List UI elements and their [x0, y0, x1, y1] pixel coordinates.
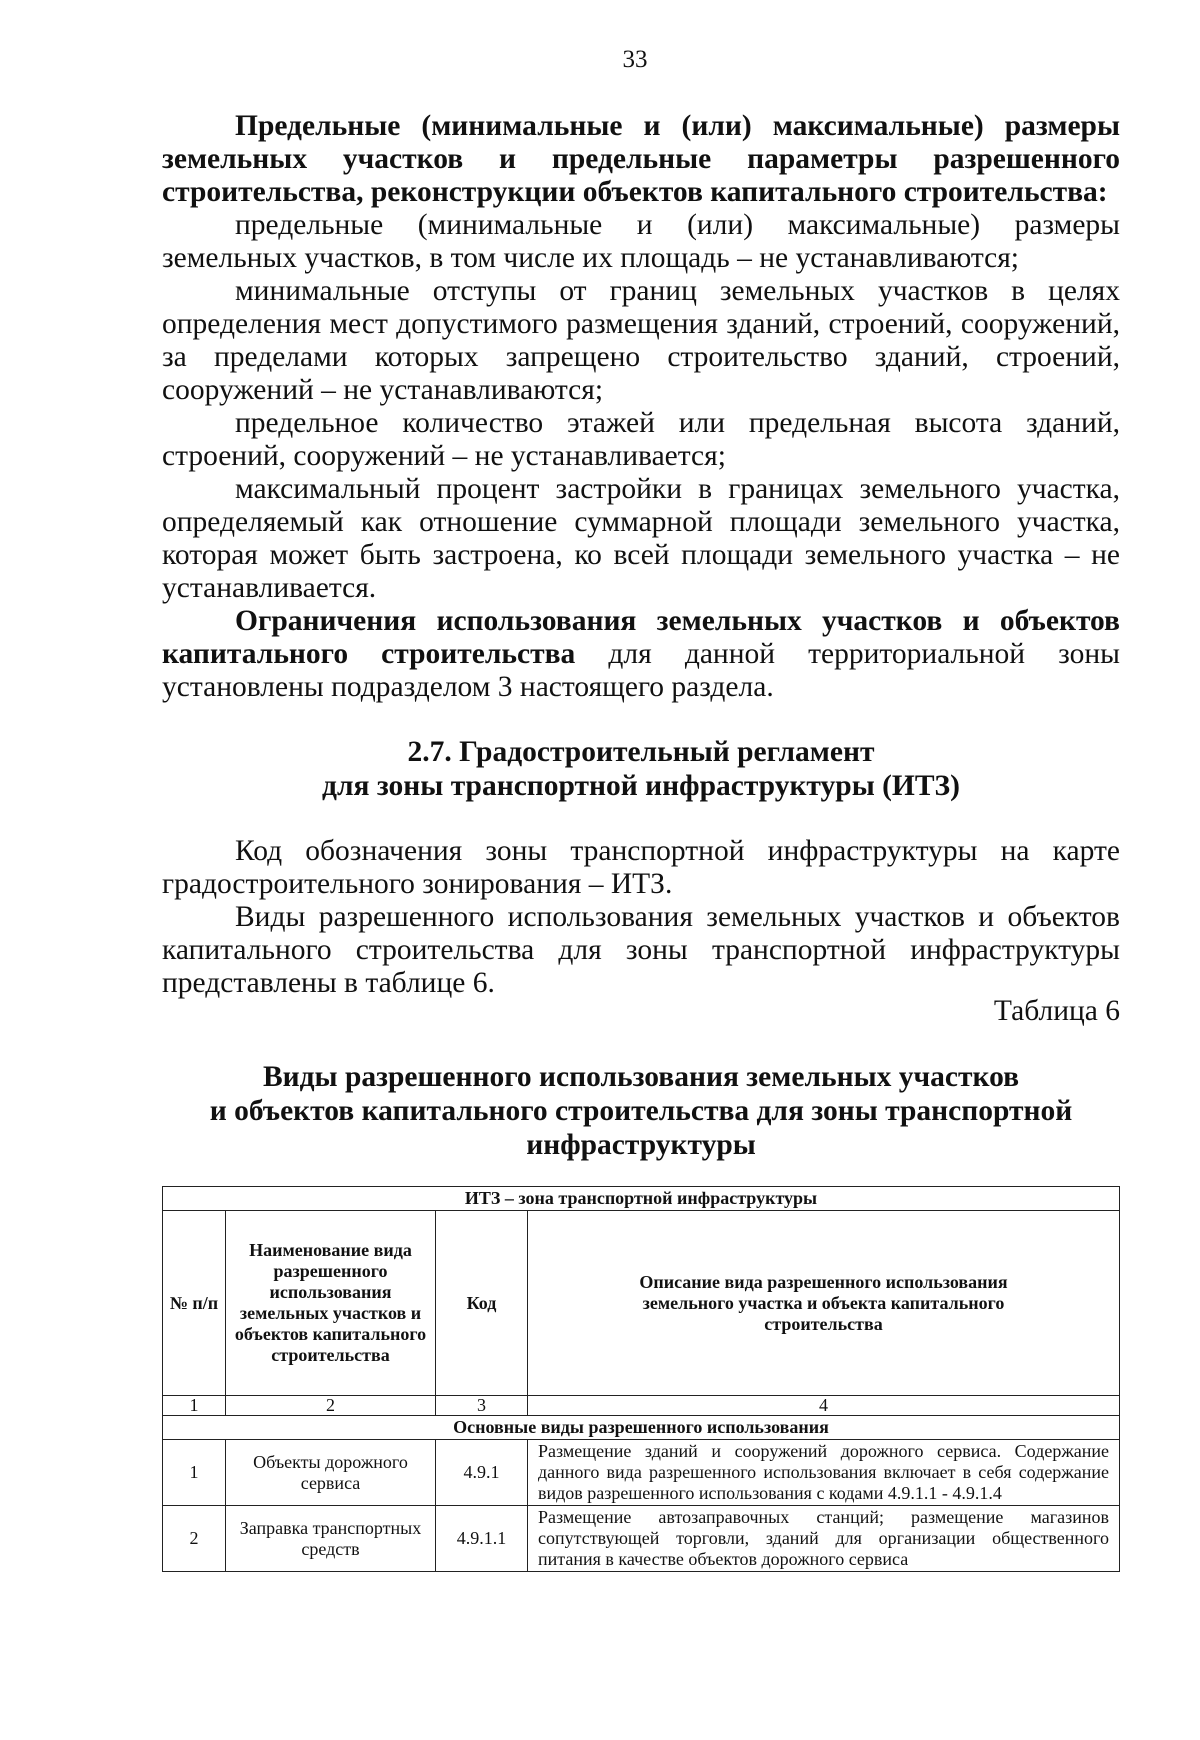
- row-code: 4.9.1.1: [436, 1506, 528, 1572]
- group-header-cell: Основные виды разрешенного использования: [163, 1416, 1120, 1440]
- column-number: 2: [226, 1396, 436, 1416]
- group-header-row: [163, 1416, 1120, 1440]
- table-title-line3: инфраструктуры: [526, 1129, 756, 1161]
- column-number: 1: [163, 1396, 226, 1416]
- limit-item-setbacks: минимальные отступы от границ земельных участков в целях определения мест допустимого размещения зданий, строений, сооружений, за пределами которых запрещено строительство зданий, строений, сооружений – не устанавливаются;: [162, 275, 1120, 406]
- header-code: Код: [436, 1211, 528, 1396]
- column-header-row: [163, 1211, 1120, 1396]
- table-title-line1: Виды разрешенного использования земельных участков: [262, 1061, 1020, 1093]
- row-desc: Размещение автозаправочных станций; размещение магазинов сопутствующей торговли, зданий для организации общественного питания в качестве объектов дорожного сервиса: [528, 1506, 1120, 1572]
- column-number: 3: [436, 1396, 528, 1416]
- zone-header-row: [163, 1187, 1120, 1211]
- section-heading-line1: 2.7. Градостроительный регламент: [407, 736, 875, 768]
- restrictions-paragraph: [162, 605, 1120, 704]
- regulations-text-block: [162, 110, 1120, 704]
- table-row: [163, 1506, 1120, 1572]
- row-desc: Размещение зданий и сооружений дорожного сервиса. Содержание данного вида разрешенного использования включает в себя содержание видов разрешенного использования с кодами 4.9.1.1 - 4.9.1.4: [528, 1440, 1120, 1506]
- restrictions-rest: для данной территориальной зоны установлены подразделом 3 настоящего раздела.: [162, 638, 1120, 703]
- limits-heading: Предельные (минимальные и (или) максимальные) размеры земельных участков и предельные параметры разрешенного строительства, реконструкции объектов капитального строительства:: [162, 110, 1120, 208]
- row-num: 1: [163, 1440, 226, 1506]
- zone-header-cell: ИТЗ – зона транспортной инфраструктуры: [163, 1187, 1120, 1211]
- table-label: Таблица 6: [993, 995, 1120, 1027]
- header-name: Наименование вида разрешенного использования земельных участков и объектов капитального строительства: [226, 1211, 436, 1396]
- row-name: Заправка транспортных средств: [226, 1506, 436, 1572]
- table-title: [162, 1060, 1120, 1162]
- limit-item-coverage: максимальный процент застройки в границах земельного участка, определяемый как отношение суммарной площади земельного участка, которая может быть застроена, ко всей площади земельного участка – не устанавливается.: [162, 473, 1120, 604]
- column-number: 4: [528, 1396, 1120, 1416]
- page-number: 33: [622, 46, 648, 73]
- zone-intro-block: [162, 835, 1120, 1000]
- header-desc: Описание вида разрешенного использования земельного участка и объекта капитального строительства: [528, 1211, 1120, 1396]
- table-title-line2: и объектов капитального строительства для зоны транспортной: [209, 1095, 1073, 1127]
- header-num: № п/п: [163, 1211, 226, 1396]
- column-number-row: [163, 1396, 1120, 1416]
- section-heading-line2: для зоны транспортной инфраструктуры (ИТЗ): [322, 770, 960, 802]
- limit-item-plot-size: предельные (минимальные и (или) максимальные) размеры земельных участков, в том числе их площадь – не устанавливаются;: [162, 209, 1120, 274]
- restrictions-bold: Ограничения использования земельных участков и объектов капитального строительства: [162, 605, 1120, 670]
- zone-code-paragraph: Код обозначения зоны транспортной инфраструктуры на карте градостроительного зонирования – ИТЗ.: [162, 835, 1120, 900]
- section-heading-2-7: [162, 735, 1120, 803]
- row-code: 4.9.1: [436, 1440, 528, 1506]
- limit-item-floors: предельное количество этажей или предельная высота зданий, строений, сооружений – не устанавливается;: [162, 407, 1120, 472]
- row-name: Объекты дорожного сервиса: [226, 1440, 436, 1506]
- zone-uses-paragraph: Виды разрешенного использования земельных участков и объектов капитального строительства для зоны транспортной инфраструктуры представлены в таблице 6.: [162, 901, 1120, 999]
- table-row: [163, 1440, 1120, 1506]
- permitted-uses-table: [162, 1186, 1120, 1572]
- row-num: 2: [163, 1506, 226, 1572]
